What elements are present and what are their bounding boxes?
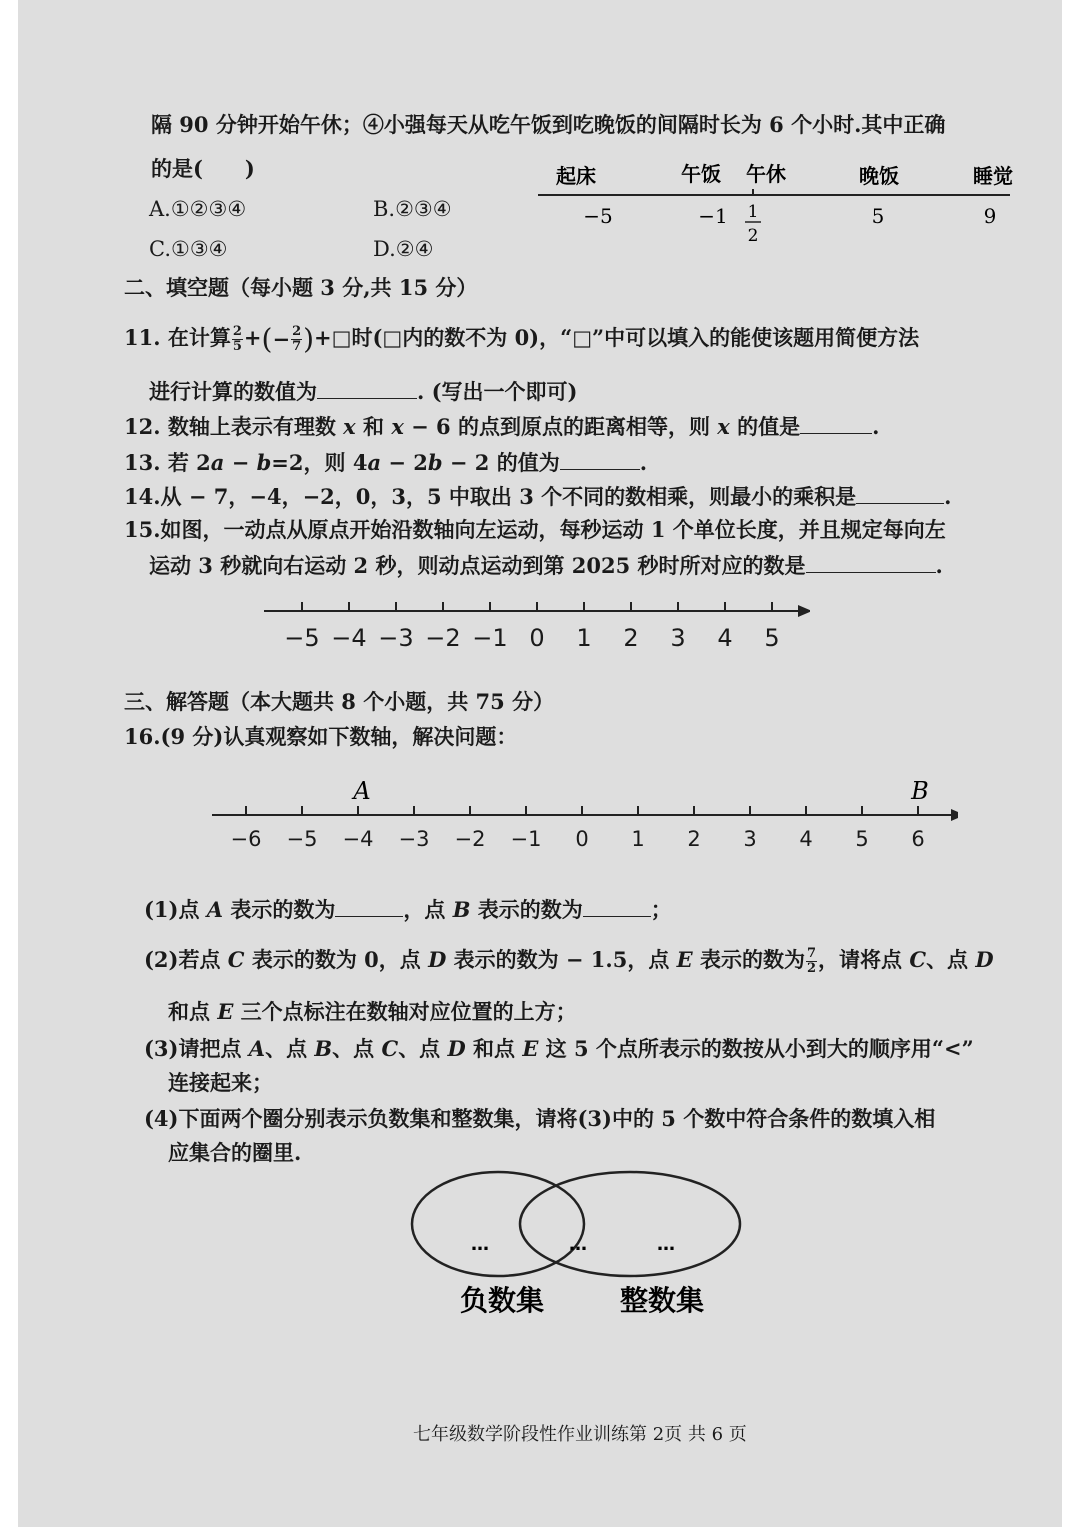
q16-part1: (1)点 A 表示的数为 ，点 B 表示的数为 ； — [144, 897, 672, 922]
venn-dots-left: … — [471, 1234, 489, 1255]
q15-answer-blank[interactable] — [806, 554, 936, 573]
q16-b-blank[interactable] — [583, 898, 651, 917]
q11-line1: 11. 在计算 $\frac{2}{5}$ +(− $\frac{2}{7}$ )+□时(□内的数不为 0)，“□”中可以填入的能使该题用简便方法 — [124, 322, 920, 356]
q10-option-c: C.①③④ — [149, 237, 228, 261]
q16-a-blank[interactable] — [335, 898, 403, 917]
q15-number-line-arrow — [798, 605, 810, 617]
q15-number-line-tick-label: 3 — [670, 624, 686, 652]
timeline-value-5: 5 — [871, 204, 885, 228]
q12-line: 12. 数轴上表示有理数 x 和 x − 6 的点到原点的距离相等，则 x 的值是 . — [124, 414, 880, 439]
q11-answer-blank[interactable] — [317, 380, 417, 399]
venn-dots-center: … — [569, 1234, 587, 1255]
q15-number-line-tick-label: −5 — [284, 624, 320, 652]
timeline-value-neg1: −1 — [698, 204, 728, 228]
q14-answer-blank[interactable] — [856, 485, 944, 504]
q16-fraction-7-2: $\frac{7}{2}$ — [806, 946, 817, 976]
q11-fraction-2-7: $\frac{2}{7}$ — [292, 324, 302, 354]
q16-number-line-tick-label: 5 — [855, 827, 869, 851]
q11-text-b: +□时(□内的数不为 0)，“□”中可以填入的能使该题用简便方法 — [314, 325, 920, 350]
integer-set-circle[interactable] — [520, 1172, 740, 1276]
q13-answer-blank[interactable] — [560, 451, 640, 470]
q16-number-line — [188, 775, 958, 860]
section2-title: 二、填空题（每小题 3 分,共 15 分） — [124, 275, 478, 300]
q16-number-line-tick-label: −3 — [398, 827, 430, 851]
timeline-label-wufan: 午饭 — [681, 162, 721, 186]
q16-number-line-tick-label: 4 — [799, 827, 813, 851]
timeline-value-half-num: 1 — [747, 202, 759, 222]
negative-set-circle[interactable] — [412, 1172, 584, 1276]
q11-fraction-2-5: $\frac{2}{5}$ — [232, 324, 242, 354]
q16-part3-line2: 连接起来； — [168, 1070, 273, 1095]
venn-label-integer-set: 整数集 — [619, 1284, 705, 1317]
q15-number-line-tick-label: −3 — [378, 624, 414, 652]
q16-part2-line2: 和点 E 三个点标注在数轴对应位置的上方； — [168, 999, 577, 1024]
q13-line: 13. 若 2a − b=2，则 4a − 2b − 2 的值为 . — [124, 450, 648, 475]
timeline-label-shuijiao: 睡觉 — [973, 164, 1013, 188]
q16-number-line-tick-label: −5 — [286, 827, 318, 851]
q10-line2: 的是( ) — [151, 156, 255, 181]
exam-page — [18, 0, 1062, 1527]
q16-part4-line2: 应集合的圈里. — [168, 1140, 302, 1165]
section3-title: 三、解答题（本大题共 8 个小题，共 75 分） — [124, 689, 555, 714]
q10-option-b: B.②③④ — [373, 197, 452, 221]
q15-line2: 运动 3 秒就向右运动 2 秒，则动点运动到第 2025 秒时所对应的数是 . — [149, 553, 943, 578]
q16-number-line-tick-label: 1 — [631, 827, 645, 851]
point-b-label: B — [911, 777, 929, 805]
q16-title: 16.(9 分)认真观察如下数轴，解决问题： — [124, 724, 518, 749]
q15-number-line-tick-label: −2 — [425, 624, 461, 652]
q15-number-line-tick-label: 5 — [764, 624, 780, 652]
timeline-label-qichuang: 起床 — [556, 164, 596, 188]
q16-number-line-arrow — [951, 809, 958, 821]
q16-number-line-tick-label: −4 — [342, 827, 374, 851]
q11-text-a: 11. 在计算 — [124, 325, 231, 350]
q15-number-line-tick-label: −4 — [331, 624, 367, 652]
q16-part2-line1: (2)若点 C 表示的数为 0，点 D 表示的数为 − 1.5，点 E 表示的数为 $\frac{7}{2}$ ，请将点 C、点 D — [144, 946, 994, 976]
page-footer: 七年级数学阶段性作业训练第 2页 共 6 页 — [413, 1424, 747, 1445]
q15-number-line-tick-label: 2 — [623, 624, 639, 652]
q15-number-line-tick-label: 4 — [717, 624, 733, 652]
q16-number-line-tick-label: 0 — [575, 827, 589, 851]
timeline-label-wuxiu: 午休 — [746, 162, 786, 186]
q16-number-line-tick-label: 2 — [687, 827, 701, 851]
q16-number-line-tick-label: 3 — [743, 827, 757, 851]
q15-number-line-tick-label: 1 — [576, 624, 592, 652]
q15-number-line-tick-label: 0 — [529, 624, 545, 652]
q15-number-line-tick-label: −1 — [472, 624, 508, 652]
q15-line1: 15.如图，一动点从原点开始沿数轴向左运动，每秒运动 1 个单位长度，并且规定每向左 — [124, 517, 946, 542]
q10-option-d: D.②④ — [373, 237, 434, 261]
q14-line: 14.从 − 7，−4，−2，0，3，5 中取出 3 个不同的数相乘，则最小的乘积是 . — [124, 484, 952, 509]
q10-timeline — [528, 155, 1028, 255]
q16-number-line-tick-label: −1 — [510, 827, 542, 851]
q15-number-line — [240, 590, 810, 660]
q16-number-line-tick-label: 6 — [911, 827, 925, 851]
venn-label-negative-set: 负数集 — [459, 1284, 545, 1317]
q16-number-line-tick-label: −6 — [230, 827, 262, 851]
timeline-label-wanfan: 晚饭 — [859, 164, 899, 188]
venn-dots-right: … — [657, 1234, 675, 1255]
point-a-label: A — [353, 777, 371, 805]
q16-part4-line1: (4)下面两个圈分别表示负数集和整数集，请将(3)中的 5 个数中符合条件的数填入相 — [144, 1106, 936, 1131]
timeline-value-neg5: −5 — [583, 204, 613, 228]
q16-number-line-tick-label: −2 — [454, 827, 486, 851]
q16-venn-diagram — [408, 1170, 768, 1330]
q16-part3-line1: (3)请把点 A、点 B、点 C、点 D 和点 E 这 5 个点所表示的数按从小到大的顺序用“<” — [144, 1036, 974, 1061]
q10-line1: 隔 90 分钟开始午休；④小强每天从吃午饭到吃晚饭的间隔时长为 6 个小时.其中正确 — [151, 112, 946, 137]
q12-answer-blank[interactable] — [800, 415, 872, 434]
timeline-value-half-den: 2 — [747, 226, 759, 246]
q11-line2: 进行计算的数值为 . (写出一个即可) — [149, 379, 578, 404]
timeline-value-9: 9 — [983, 204, 997, 228]
q10-option-a: A.①②③④ — [149, 197, 247, 221]
